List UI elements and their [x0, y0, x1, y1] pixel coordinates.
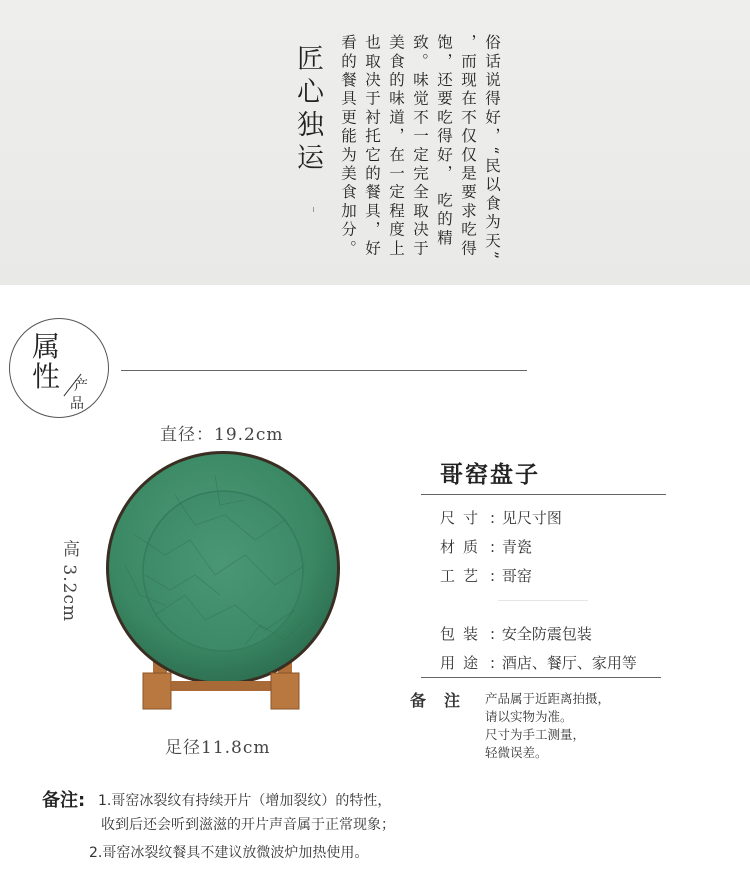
- spec-key: 尺寸: [440, 509, 487, 527]
- banner-body-line: 也取决于衬托它的餐具，好: [363, 34, 381, 259]
- banner-body-line: 美食的味道，在一定程度上: [387, 34, 405, 259]
- banner-body-line: 致。味觉不一定完全取决于: [411, 34, 429, 259]
- spec-key: 包装: [440, 625, 487, 643]
- note-line: 产品属于近距离拍摄，: [485, 691, 611, 706]
- stand-bar: [171, 681, 271, 691]
- foot-diameter-label: 足径11.8cm: [165, 738, 271, 758]
- spec-row-usage: 用途 : 酒店、餐厅、家用等: [440, 654, 637, 672]
- spec-value: 见尺寸图: [501, 509, 562, 527]
- spec-value: 青瓷: [501, 538, 532, 556]
- spec-key: 用途: [440, 654, 487, 672]
- product-name: 哥窑盘子: [440, 461, 540, 488]
- remark-line-2: 收到后还会听到滋滋的开片声音属于正常现象；: [101, 817, 395, 833]
- celadon-plate-image: [95, 445, 355, 720]
- note-label: 备注: [410, 691, 479, 710]
- note-text: [485, 690, 610, 762]
- banner-body-line: ，而现在不仅仅是要求吃得: [459, 34, 477, 259]
- spec-divider: [421, 677, 661, 678]
- banner-title: 匠心独运: [292, 44, 323, 176]
- spec-row-packaging: 包装 : 安全防震包装: [440, 625, 592, 643]
- plate-well: [143, 491, 303, 651]
- product-attribute-badge: [9, 318, 109, 418]
- spec-key: 材质: [440, 538, 487, 556]
- spec-value: 酒店、餐厅、家用等: [501, 654, 637, 672]
- badge-small-char-1: 产: [74, 378, 88, 394]
- note-line: 请以实物为准。: [485, 709, 573, 724]
- spec-row-size: 尺寸 : 见尺寸图: [440, 509, 562, 527]
- product-name-divider: [421, 494, 666, 495]
- title-tick-mark: [313, 207, 314, 212]
- section-divider: [121, 370, 527, 371]
- note-line: 尺寸为手工测量，: [485, 727, 586, 742]
- banner-body: [336, 34, 504, 274]
- faint-divider: [498, 600, 588, 601]
- remark-line-3: 2.哥窑冰裂纹餐具不建议放微波炉加热使用。: [89, 845, 369, 861]
- spec-key: 工艺: [440, 567, 487, 585]
- banner-body-line: 饱，还要吃得好， 吃的精: [435, 34, 453, 248]
- stand-block-left: [143, 673, 171, 709]
- badge-char-1: 属: [32, 330, 61, 363]
- note-line: 轻微误差。: [485, 745, 548, 760]
- badge-char-2: 性: [32, 360, 61, 393]
- remark-line-1: 1.哥窑冰裂纹有持续开片（增加裂纹）的特性，: [98, 793, 392, 809]
- spec-value: 哥窑: [501, 567, 532, 585]
- banner-body-line: 看的餐具更能为美食加分。: [339, 34, 357, 259]
- banner-body-line: 俗话说得好，“民以食为天”: [483, 34, 501, 262]
- spec-value: 安全防震包装: [501, 625, 592, 643]
- spec-row-material: 材质 : 青瓷: [440, 538, 532, 556]
- height-label: 高 3.2cm: [59, 540, 79, 623]
- stand-block-right: [271, 673, 299, 709]
- spec-row-craft: 工艺 : 哥窑: [440, 567, 532, 585]
- badge-small-char-2: 品: [70, 396, 84, 412]
- diameter-label: 直径：19.2cm: [160, 425, 284, 445]
- remarks-label: 备注:: [42, 790, 86, 811]
- intro-banner: [0, 0, 750, 285]
